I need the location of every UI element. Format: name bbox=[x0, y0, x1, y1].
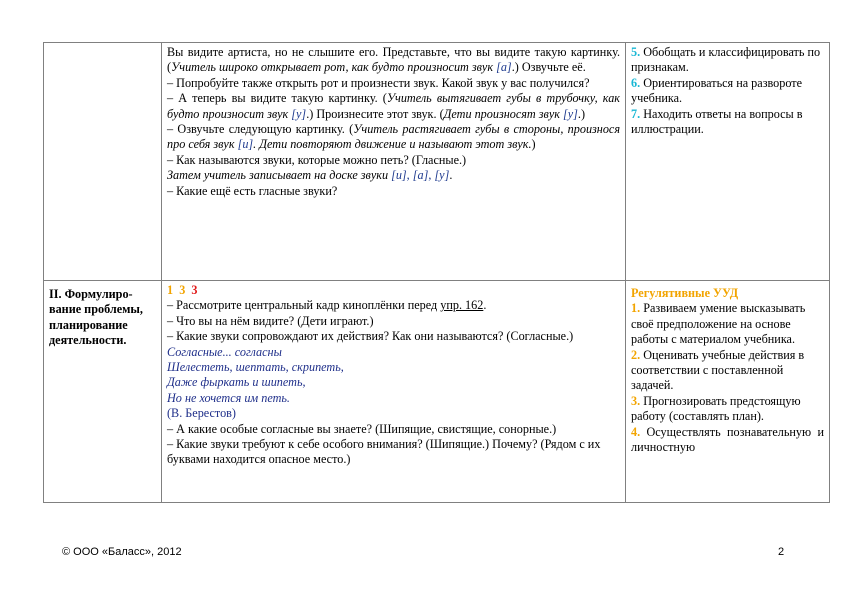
paragraph: – Какие ещё есть гласные звуки? bbox=[167, 183, 338, 198]
paragraph: – А теперь вы видите такую картинку. (Учитель вытягивает губы в трубочку, как будто произносит звук [у].) Произнесите этот звук. (Дети произносят звук [у].) bbox=[167, 91, 620, 121]
uud-item: 7. Находить ответы на вопросы в иллюстрации. bbox=[631, 106, 803, 137]
poem-line: Но не хочется им петь. bbox=[167, 390, 290, 405]
poem-line: Даже фыркать и шипеть, bbox=[167, 375, 306, 390]
paragraph: Затем учитель записывает на доске звуки [и], [а], [у]. bbox=[167, 168, 453, 183]
content-cell bbox=[162, 281, 626, 503]
uud-item: 4. Осуществлять познавательную и личностную bbox=[631, 424, 824, 455]
paragraph: – Рассмотрите центральный кадр киноплёнки перед упр. 162. bbox=[167, 298, 487, 313]
marks: 1 3 3 bbox=[167, 283, 198, 297]
uud-item: 3. Прогнозировать предстоящую работу (составлять план). bbox=[631, 393, 801, 424]
uud-cell bbox=[626, 281, 830, 503]
poem-line: Согласные... согласны bbox=[167, 344, 282, 359]
uud-cell bbox=[626, 43, 830, 281]
paragraph: – Как называются звуки, которые можно петь? (Гласные.) bbox=[167, 152, 467, 167]
paragraph: – Озвучьте следующую картинку. (Учитель растягивает губы в стороны, произнося про себя звук [и]. Дети повторяют движение и называют этот звук.) bbox=[167, 122, 621, 152]
lesson-table bbox=[43, 42, 830, 503]
table-row bbox=[44, 281, 830, 503]
page-number: 2 bbox=[778, 546, 785, 558]
poem-line: Шелестеть, шептать, скрипеть, bbox=[167, 360, 344, 375]
uud-item: 2. Оценивать учебные действия в соответствии с поставленной задачей. bbox=[631, 347, 805, 393]
table-row bbox=[44, 43, 830, 281]
uud-item: 6. Ориентироваться на развороте учебника. bbox=[631, 75, 803, 106]
paragraph: – Какие звуки сопровождают их действия? Как они называются? (Согласные.) bbox=[167, 329, 574, 344]
paragraph: – Попробуйте также открыть рот и произнести звук. Какой звук у вас получился? bbox=[167, 75, 590, 90]
paragraph: – Какие звуки требуют к себе особого внимания? (Шипящие.) Почему? (Рядом с их буквами находится опасное место.) bbox=[167, 437, 601, 467]
uud-item: 5. Обобщать и классифицировать по признакам. bbox=[631, 45, 821, 75]
uud-title: Регулятивные УУД bbox=[631, 286, 739, 300]
paragraph: – А какие особые согласные вы знаете? (Шипящие, свистящие, сонорные.) bbox=[167, 421, 557, 436]
poem-author: (В. Берестов) bbox=[167, 406, 236, 421]
paragraph: Вы видите артиста, но не слышите его. Представьте, что вы видите такую картинку. (Учитель широко открывает рот, как будто произносит звук [а].) Озвучьте её. bbox=[167, 45, 620, 75]
content-cell bbox=[162, 43, 626, 281]
stage-cell bbox=[44, 43, 162, 281]
stage-cell: II. Формулиро-вание проблемы, планирование деятельности. bbox=[44, 281, 162, 503]
paragraph: – Что вы на нём видите? (Дети играют.) bbox=[167, 313, 374, 328]
uud-item: 1. Развиваем умение высказывать своё предположение на основе работы с материалом учебника. bbox=[631, 301, 806, 347]
copyright-footer: © ООО «Баласс», 2012 bbox=[62, 546, 182, 558]
